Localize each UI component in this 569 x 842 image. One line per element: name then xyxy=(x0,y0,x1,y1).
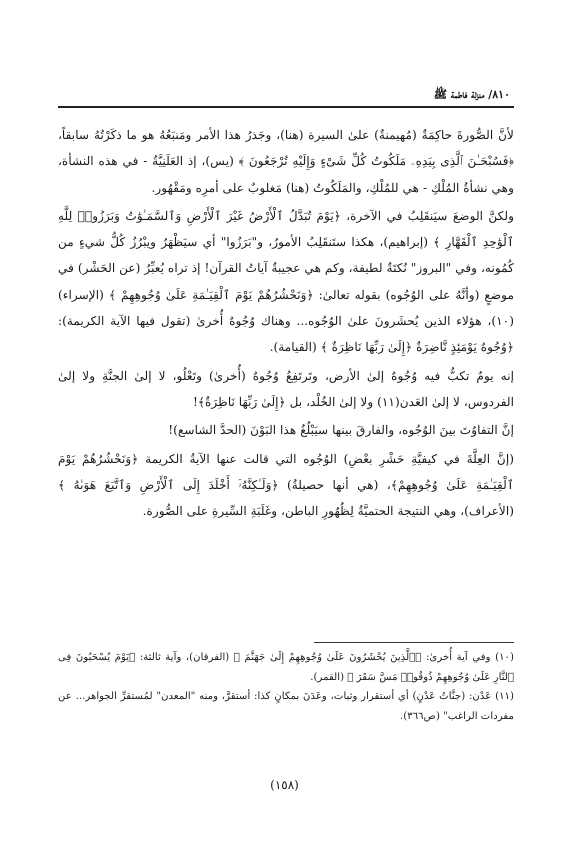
footnote: (١١) عَدْن: (جنَّاتُ عَدْنٍ) أي أستقرار وثبات، وعَدَنَ بمكانٍ كذا: أستقرَّ، ومنه "المعدن" لمُستقرِّ الجواهر... عن مفردات الراغب" (ص٣٦٦). xyxy=(58,691,514,722)
paragraph: إنَّ التفاوُتَ بينَ الوُجُوه، والفارقَ بينها سيَبْلُغُ هذا البَوْنَ (الحدَّ الشاسع)! xyxy=(168,423,514,438)
page-number: (١٥٨) xyxy=(270,778,299,792)
paragraph: (إنَّ العِلَّةَ في كيفيَّةِ حَشْرِ بعْضِ) الوُجُوه التي قالت عنها الآيةُ الكريمة ﴿وَنَحْشُرُهُمْ يَوْمَ ٱلْقِيَـٰمَةِ عَلَىٰ وُجُوهِهِمْ﴾، (هي أنها حصيلةُ) ﴿وَلَـٰكِنَّهُۥٓ أَخْلَدَ إِلَى ٱلْأَرْضِ وَٱتَّبَعَ هَوَىٰهُ ﴾ (الأعراف)، وهي النتيجة الحتميَّةُ لِظُهُورِ الباطن، وغَلَبَةِ السِّيرةِ على الصُّورة. xyxy=(58,451,514,519)
running-header xyxy=(58,88,514,108)
running-title: ٨١٠/ منزلة فاطمة ﷺ xyxy=(433,88,510,101)
paragraph: إنه يومٌ تكبُّ فيه وُجُوهٌ إلىٰ الأرض، وتَرتَفِعُ وُجُوهٌ (أُخرىٰ) وتَعْلُو، لا إلىٰ الجنَّةِ ولا إلىٰ الفردوس، لا إلىٰ العَدن(١١) ولا إلىٰ الخُلْد، بل ﴿إِلَىٰ رَبِّهَا نَاظِرَةٌ﴾! xyxy=(58,368,514,409)
footnotes xyxy=(58,648,514,726)
footnote-divider xyxy=(314,642,514,643)
main-body xyxy=(58,122,514,526)
footnote: (١٠) وفي آية أُخرىٰ: ﴿ٱلَّذِينَ يُحْشَرُونَ عَلَىٰ وُجُوهِهِمْ إِلَىٰ جَهَنَّمَ ﴾ (الفرقان)، وآية ثالثة: ﴿يَوْمَ يُسْحَبُونَ فِى ٱلنَّارِ عَلَىٰ وُجُوهِهِمْ ذُوقُوا۟ مَسَّ سَقَرَ ﴾ (القمر). xyxy=(58,652,514,683)
paragraph: لأنَّ الصُّورةَ حاكِمَةٌ (مُهيمنةٌ) علىٰ السيرة (هنا)، وجَذرُ هذا الأمر ومَنبَعُهُ هو ما ذكَرْتُهُ سابقاً، ﴿فَسُبْحَـٰنَ ٱلَّذِى بِيَدِهِۦ مَلَكُوتُ كُلِّ شَىْءٍ وَإِلَيْهِ تُرْجَعُونَ ﴾ (يس)، إذ العَلَنِيَّةُ - في هذه النشأة، وهي نشأةُ المُلْكِ - هي للمُلْكِ، والمَلَكُوتُ (هنا) مَغلوبٌ على أمرِه ومَقْهُور. xyxy=(58,128,514,195)
paragraph: ولكنَّ الوضعَ سيَنقَلِبُ في الآخرة، ﴿يَوْمَ تُبَدَّلُ ٱلْأَرْضُ غَيْرَ ٱلْأَرْضِ وَٱلسَّمَـٰوَٰتُ وَبَرَزُوا۟ لِلَّهِ ٱلْوَٰحِدِ ٱلْقَهَّارِ ﴾ (إبراهيم)، هكذا ستَنقَلِبُ الأمورُ، و"بَرَزُوا" أي سيَظْهَرُ ويبْرُزُ كُلُّ شيءٍ من كُمُونه، وفي "البروز" نُكتَةٌ لطيفة، وكم هي عجيبةٌ آياتُ القرآن! إذ تراه يُعبِّرُ (عن الحَشْر) في موضعٍ (وأنَّهُ على الوُجُوه) بقوله تعالىٰ: ﴿وَنَحْشُرُهُمْ يَوْمَ ٱلْقِيَـٰمَةِ عَلَىٰ وُجُوهِهِمْ ﴾ (الإسراء)(١٠)، هؤلاء الذين يُحشَرونَ علىٰ الوُجُوه... وهناك وُجُوهٌ أُخرىٰ (تقول فيها الآية الكريمة): ﴿وُجُوهٌ يَوْمَئِذٍ نَّاضِرَةٌ ﴿إِلَىٰ رَبِّهَا نَاظِرَةٌ ﴾ (القيامة). xyxy=(58,208,514,355)
